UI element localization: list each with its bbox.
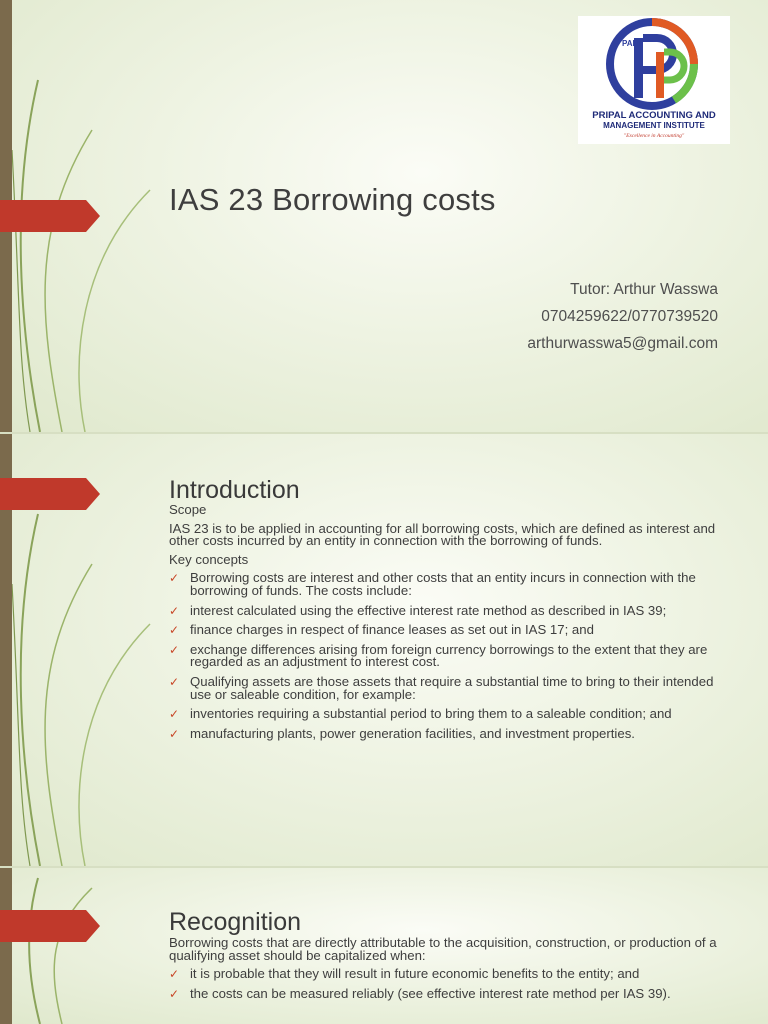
list-item: ✓ finance charges in respect of finance leases as set out in IAS 17; and [169, 622, 594, 638]
recognition-intro: Borrowing costs that are directly attributable to the acquisition, construction, or production of a qualifying asset should be capitalized when: [169, 935, 717, 963]
list-item: ✓ it is probable that they will result in future economic benefits to the entity; and [169, 966, 640, 982]
tutor-info [527, 276, 718, 357]
list-item: ✓ the costs can be measured reliably (see effective interest rate method per IAS 39). [169, 985, 671, 1001]
tutor-phones: 0704259622/0770739520 [541, 308, 718, 325]
check-icon: ✓ [169, 986, 180, 1001]
sidebar-bar [0, 868, 12, 1024]
check-icon: ✓ [169, 726, 180, 741]
bullet-list [169, 968, 724, 1000]
slide-body [169, 937, 724, 1007]
list-item: ✓ inventories requiring a substantial period to bring them to a saleable condition; and [169, 706, 672, 722]
institute-logo [578, 16, 730, 144]
bullet-list [169, 572, 724, 740]
svg-text:PAMI: PAMI [622, 39, 642, 48]
list-item: ✓ Borrowing costs are interest and other costs that an entity incurs in connection with the borrowing of funds. The costs include: [169, 570, 696, 598]
slide-title-text: IAS 23 Borrowing costs [169, 182, 496, 217]
check-icon: ✓ [169, 603, 180, 618]
slide-recognition [0, 868, 768, 1024]
check-icon: ✓ [169, 707, 180, 722]
list-item: ✓ manufacturing plants, power generation facilities, and investment properties. [169, 725, 635, 741]
tutor-email: arthurwasswa5@gmail.com [527, 335, 718, 352]
slide-title [0, 0, 768, 432]
scope-text: IAS 23 is to be applied in accounting for all borrowing costs, which are defined as interest and other costs incurred by an entity in connection with the borrowing of funds. [169, 520, 716, 549]
check-icon: ✓ [169, 642, 180, 657]
red-arrow-marker [0, 200, 100, 232]
scope-label: Scope [169, 502, 207, 517]
check-icon: ✓ [169, 967, 180, 982]
svg-text:"Excellence in Accounting": "Excellence in Accounting" [623, 133, 685, 139]
list-item: ✓ exchange differences arising from foreign currency borrowings to the extent that they are regarded as an adjustment to interest cost. [169, 641, 708, 670]
list-item: ✓ interest calculated using the effective interest rate method as described in IAS 39; [169, 602, 667, 618]
check-icon: ✓ [169, 623, 180, 638]
list-item: ✓ Qualifying assets are those assets that require a substantial time to bring to their intended use or saleable condition, for example: [169, 673, 714, 702]
slide-introduction [0, 434, 768, 866]
red-arrow-marker [0, 910, 100, 942]
check-icon: ✓ [169, 571, 180, 586]
grass-decoration [0, 868, 160, 1024]
svg-text:MANAGEMENT INSTITUTE: MANAGEMENT INSTITUTE [603, 121, 705, 130]
svg-text:PRIPAL ACCOUNTING AND: PRIPAL ACCOUNTING AND [592, 110, 716, 121]
slide-heading: Recognition [169, 908, 302, 936]
slide-body [169, 504, 724, 747]
slide-heading: Introduction [169, 476, 300, 504]
check-icon: ✓ [169, 674, 180, 689]
red-arrow-marker [0, 478, 100, 510]
tutor-name: Tutor: Arthur Wasswa [570, 281, 718, 298]
key-concepts-label: Key concepts [169, 551, 249, 567]
